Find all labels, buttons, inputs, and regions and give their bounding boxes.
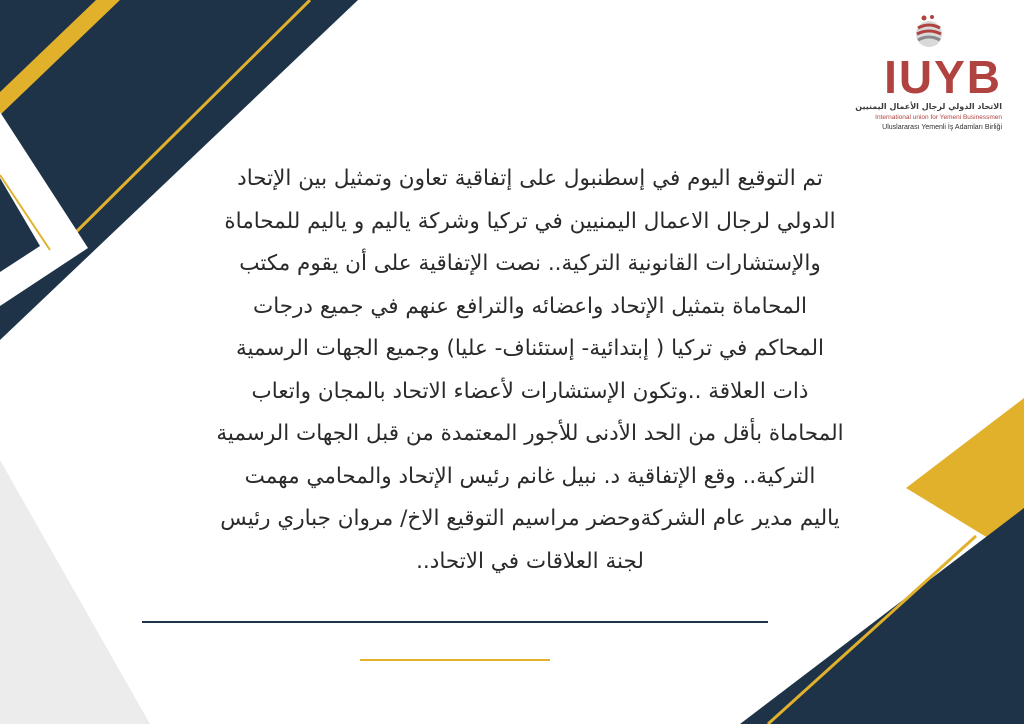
announcement-line: والإستشارات القانونية التركية.. نصت الإتفاقية على أن يقوم مكتب	[239, 251, 821, 276]
logo-arabic-name: الاتحاد الدولي لرجال الأعمال اليمنيين	[855, 102, 1002, 111]
announcement-line: الدولي لرجال الاعمال اليمنيين في تركيا وشركة ياليم و ياليم للمحاماة	[224, 208, 836, 234]
announcement-line: التركية.. وقع الإتفاقية د. نبيل غانم رئيس الإتحاد والمحامي مهمت	[244, 463, 816, 489]
announcement-line: ذات العلاقة ..وتكون الإستشارات لأعضاء الاتحاد بالمجان واتعاب	[251, 378, 809, 404]
logo-title: IUYB	[884, 51, 1002, 103]
announcement-line: تم التوقيع اليوم في إسطنبول على إتفاقية تعاون وتمثيل بين الإتحاد	[237, 166, 823, 191]
announcement-line: المحاماة بأقل من الحد الأدنى للأجور المعتمدة من قبل الجهات الرسمية	[216, 421, 844, 446]
announcement-line: لجنة العلاقات في الاتحاد..	[416, 548, 644, 574]
announcement-text	[160, 158, 900, 583]
announcement-line: المحاماة بتمثيل الإتحاد واعضائه والترافع عنهم في جميع درجات	[252, 293, 808, 319]
globe-icon	[912, 14, 946, 54]
navy-divider	[142, 621, 768, 623]
gold-divider	[360, 659, 550, 661]
bottom-left-gray-triangle	[0, 460, 150, 724]
logo-turkish-name: Uluslararası Yemenli İş Adamları Birliği	[882, 124, 1002, 131]
announcement-line: المحاكم في تركيا ( إبتدائية- إستئناف- عليا) وجميع الجهات الرسمية	[235, 336, 824, 361]
logo-english-name: International union for Yemeni Businessmen	[875, 114, 1002, 121]
announcement-line: ياليم مدير عام الشركةوحضر مراسيم التوقيع الاخ/ مروان جباري رئيس	[220, 506, 840, 531]
organization-logo	[855, 14, 1002, 134]
